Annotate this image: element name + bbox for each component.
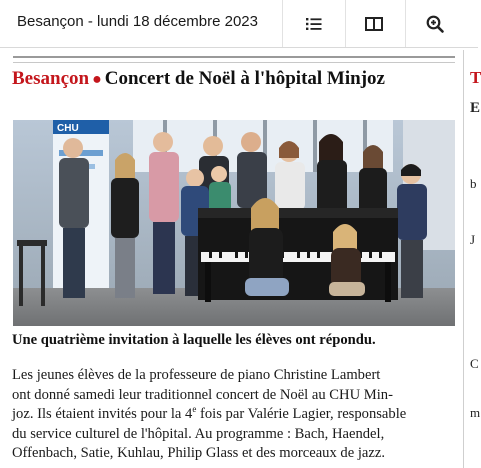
body-line xyxy=(12,405,458,425)
toolbar-separator xyxy=(345,0,346,47)
ordinal-superscript: e xyxy=(192,404,197,415)
header-rule xyxy=(13,56,455,58)
column-divider xyxy=(463,50,464,468)
body-line: Les jeunes élèves de la professeure de piano Christine Lambert xyxy=(12,367,381,383)
body-text-span: fois par Valérie Lagier, responsable xyxy=(196,406,407,422)
next-column-fragment: T xyxy=(470,68,481,87)
body-text-span: joz. Ils étaient invités pour la 4 xyxy=(12,406,193,422)
edition-title: Besançon - lundi 18 décembre 2023 xyxy=(17,13,258,30)
next-column-fragment: b xyxy=(470,176,477,191)
article-headline[interactable] xyxy=(12,68,385,90)
next-column-fragment: m xyxy=(470,405,481,420)
next-column-fragment: J xyxy=(470,232,476,247)
headline-bullet: ● xyxy=(92,71,102,88)
toolbar-separator xyxy=(282,0,283,47)
concert-group-photo xyxy=(13,120,455,326)
body-line: ont donné samedi leur traditionnel concert de Noël au CHU Min- xyxy=(12,386,393,403)
headline-kicker: Besançon xyxy=(12,68,90,89)
article-photo[interactable] xyxy=(13,120,455,326)
page-view-button[interactable] xyxy=(350,0,398,47)
top-toolbar xyxy=(0,0,478,48)
book-open-icon xyxy=(365,17,383,31)
photo-caption: Une quatrième invitation à laquelle les élèves ont répondu. xyxy=(12,332,376,348)
list-icon xyxy=(306,17,322,31)
headline-title: Concert de Noël à l'hôpital Minjoz xyxy=(104,68,385,89)
next-column-fragment: E xyxy=(470,100,481,116)
header-rule-thin xyxy=(13,62,455,63)
body-line: Offenbach, Satie, Kuhlau, Philip Glass et des morceaux de jazz. xyxy=(12,445,385,461)
toolbar-separator xyxy=(405,0,406,47)
zoom-in-icon xyxy=(426,15,444,33)
zoom-button[interactable] xyxy=(411,0,459,47)
body-line: du service culturel de l'hôpital. Au programme : Bach, Haendel, xyxy=(12,425,385,442)
article-body xyxy=(12,366,458,464)
list-view-button[interactable] xyxy=(290,0,338,47)
chu-banner-text: CHU xyxy=(57,123,79,134)
next-column-fragment: C xyxy=(470,356,479,371)
